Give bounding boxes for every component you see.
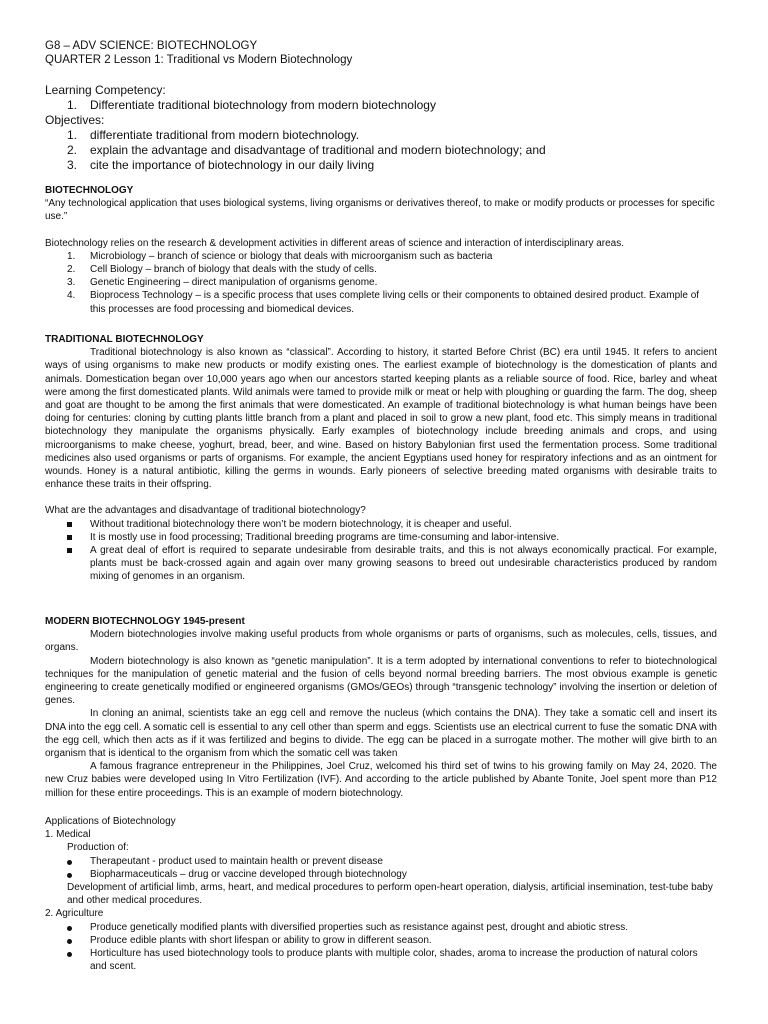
production-label: Production of:: [67, 842, 129, 854]
traditional-point: It is mostly use in food processing; Traditional breeding programs are time-consuming and labor-intensive.: [45, 531, 717, 544]
header-line-2: QUARTER 2 Lesson 1: Traditional vs Modern Biotechnology: [45, 54, 353, 66]
traditional-point: A great deal of effort is required to separate undesirable from desirable traits, and this is not always economically practical. For example, plants must be back-crossed again and again over many growing seasons to breed out undesirable characteristics produced by random mixing of genomes in an organism.: [45, 544, 717, 584]
agriculture-item: Produce edible plants with short lifespan or ability to grow in different season.: [45, 934, 717, 947]
medical-item: Biopharmaceuticals – drug or vaccine developed through biotechnology: [45, 868, 717, 881]
agriculture-list: [45, 921, 717, 974]
area-item: 3. Genetic Engineering – direct manipulation of organisms genome.: [67, 277, 378, 289]
applications-section: [45, 815, 717, 973]
area-item: 1. Microbiology – branch of science or biology that deals with microorganism such as bacteria: [67, 250, 493, 262]
competency-item: 1. Differentiate traditional biotechnology from modern biotechnology: [67, 98, 436, 112]
area-item: 4. Bioprocess Technology – is a specific process that uses complete living cells or their components to obtained desired product. Example of this processes are food processing and biomedical devices.: [67, 290, 700, 315]
traditional-question: What are the advantages and disadvantage of traditional biotechnology?: [45, 505, 366, 517]
medical-note: Development of artificial limb, arms, heart, and medical procedures to perform open-heart operation, dialysis, artificial insemination, test-tube baby and other medical procedures.: [67, 882, 713, 907]
modern-paragraph: Modern biotechnology is also known as “genetic manipulation”. It is a term adopted by international conventions to refer to biotechnological techniques for the manipulation of genetic material and the fusion of cells beyond normal breeding barriers. The most obvious example is genetic engineering to create genetically modified or engineered organisms (GMOs/GEOs) through “transgenic technology” involving the insertion or deletion of genes.: [45, 655, 717, 707]
competency-label: Learning Competency:: [45, 83, 166, 97]
objective-item: 3. cite the importance of biotechnology in our daily living: [67, 158, 375, 172]
traditional-paragraph: Traditional biotechnology is also known as “classical”. According to history, it started Before Christ (BC) era until 1945. It refers to ancient ways of using organisms to make new products or modify existing ones. The earliest example of biotechnology is the domestication of plants and animals. Domestication began over 10,000 years ago when our ancestors started keeping plants as a reliable source of food. Rice, barley and wheat were among the first domesticated plants. Wild animals were tamed to provide milk or meat or help with ploughing or guarding the farm. The dog, sheep and goat are thought to be among the first animals that were domesticated. An example of traditional biotechnology is what human beings have been doing for centuries: cloning by cutting plants little branch from a plant and placed in soil to grow a new plant, food etc. This simply means in traditional biotechnology they manipulate the organisms physically. Early examples of biotechnology include breeding animals and crops, and using microorganisms to make cheese, yoghurt, bread, beer, and wine. Based on history Babylonian first used the fermentation process. Some traditional medicines also used organisms or parts of organisms. For example, the ancient Egyptians used honey for respiratory infections and as an ointment for wounds. Honey is a natural antibiotic, killing the germs in wounds. Early pioneers of selective breeding mated organisms with desirable traits to enhance these traits in their offspring.: [45, 347, 717, 491]
biotechnology-areas: [45, 250, 717, 316]
biotechnology-intro: Biotechnology relies on the research & development activities in different areas of science and interaction of interdisciplinary areas.: [45, 237, 625, 249]
traditional-points: [45, 518, 717, 584]
modern-title: MODERN BIOTECHNOLOGY 1945-present: [45, 616, 245, 627]
modern-section: [45, 615, 717, 800]
document-header: [45, 39, 717, 67]
objective-item: 1. differentiate traditional from modern biotechnology.: [67, 128, 360, 142]
objectives-list: [45, 128, 717, 173]
biotechnology-definition: “Any technological application that uses biological systems, living organisms or derivatives thereof, to make or modify products or processes for specific use.”: [45, 198, 715, 223]
objective-item: 2. explain the advantage and disadvantage of traditional and modern biotechnology; and: [67, 143, 546, 157]
medical-item: Therapeutant - product used to maintain health or prevent disease: [45, 855, 717, 868]
modern-paragraph: In cloning an animal, scientists take an egg cell and remove the nucleus (which contains the DNA). They take a somatic cell and insert its DNA into the egg cell. A somatic cell is essential to any cell other than sperm and eggs. Scientists use an electrical current to fuse the somatic DNA with the egg cell, which then acts as if it was fertilized and begins to divide. The egg can be placed in a surrogate mother. The mother will give birth to an organism that is identical to the organism from which the somatic cell was taken: [45, 708, 717, 760]
competency-section: [45, 83, 717, 173]
header-line-1: G8 – ADV SCIENCE: BIOTECHNOLOGY: [45, 40, 258, 52]
applications-title: Applications of Biotechnology: [45, 816, 176, 827]
medical-list: [45, 855, 717, 881]
medical-heading: 1. Medical: [45, 829, 91, 841]
agriculture-item: Horticulture has used biotechnology tools to produce plants with multiple color, shades, aroma to increase the production of natural colors and scent.: [45, 947, 717, 973]
agriculture-item: Produce genetically modified plants with diversified properties such as resistance against pest, drought and abiotic stress.: [45, 921, 717, 934]
traditional-section: [45, 333, 717, 584]
biotechnology-title: BIOTECHNOLOGY: [45, 185, 134, 196]
traditional-title: TRADITIONAL BIOTECHNOLOGY: [45, 334, 204, 345]
modern-paragraph: A famous fragrance entrepreneur in the Philippines, Joel Cruz, welcomed his third set of twins to his growing family on May 24, 2020. The new Cruz babies were developed using In Vitro Fertilization (IVF). And according to the article published by Abante Tonite, Joel spent more than P12 million for these entire proceedings. This is an example of modern biotechnology.: [45, 761, 717, 799]
agriculture-heading: 2. Agriculture: [45, 908, 104, 920]
area-item: 2. Cell Biology – branch of biology that deals with the study of cells.: [67, 264, 377, 276]
objectives-label: Objectives:: [45, 113, 105, 127]
traditional-point: Without traditional biotechnology there won’t be modern biotechnology, it is cheaper and useful.: [45, 518, 717, 531]
modern-paragraph: Modern biotechnologies involve making useful products from whole organisms or parts of organisms, such as molecules, cells, tissues, and organs.: [45, 629, 717, 654]
biotechnology-section: [45, 184, 717, 316]
